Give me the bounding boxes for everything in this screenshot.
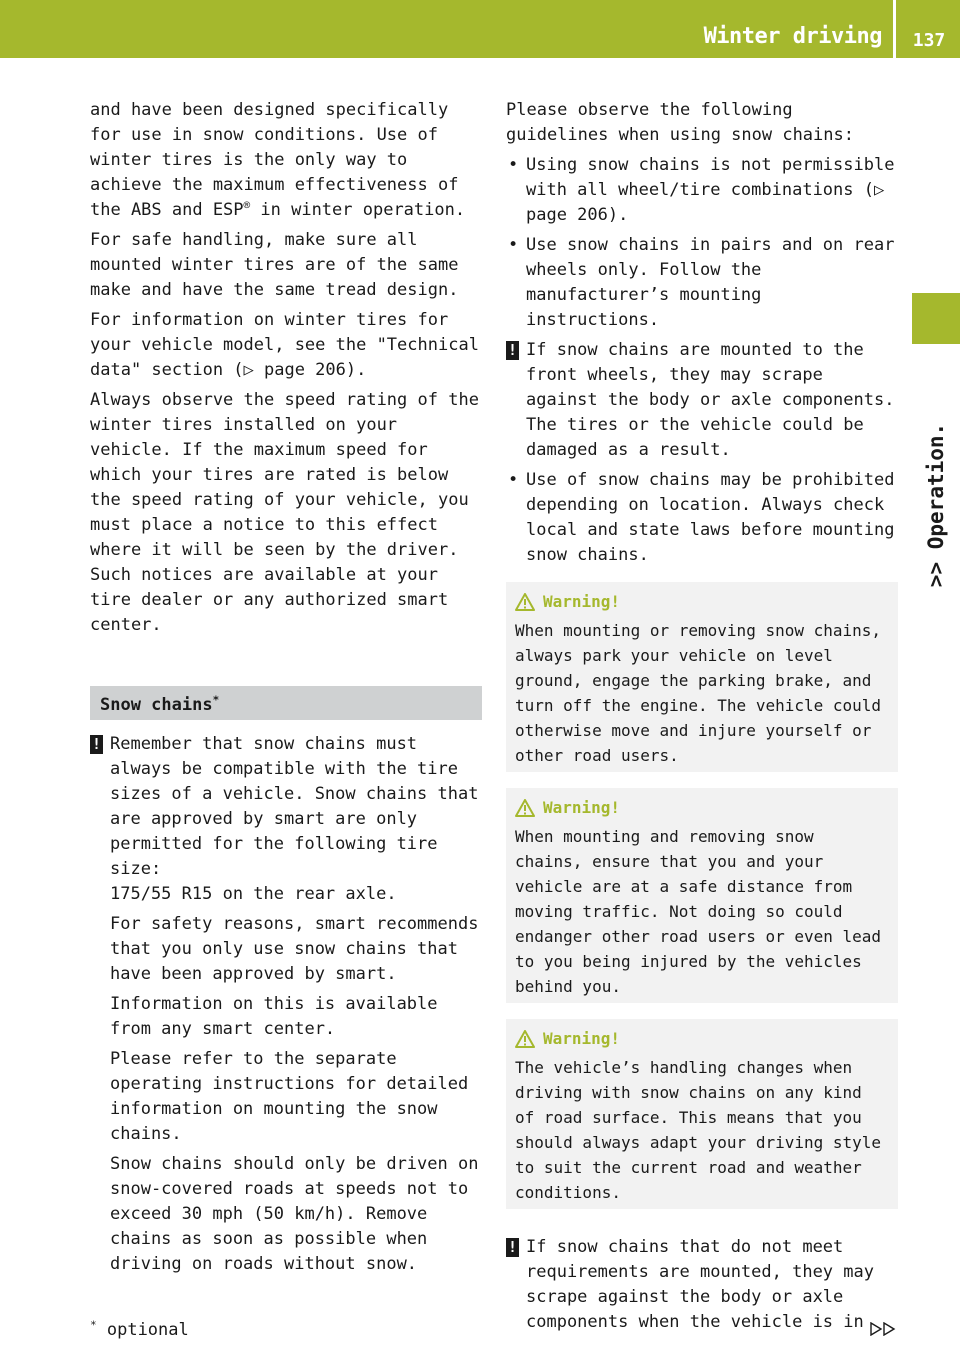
paragraph: Please refer to the separate operating instructions for detailed information on mounting the snow chains. [110,1049,469,1144]
notice-text: Remember that snow chains must always be compatible with the tire sizes of a vehicle. Snow chains that are approved by smart are only permitted for the following tire size: [110,734,479,879]
side-tab-marker [912,293,960,344]
paragraph-text: and have been designed specifically for use in snow conditions. Use of winter tires is the only way to achieve the maximum effectiveness of the ABS and ESP [90,100,459,220]
registered-mark: ® [243,198,251,212]
warning-box [506,1019,898,1209]
warning-box [506,582,898,772]
warning-text: The vehicle’s handling changes when driving with snow chains on any kind of road surface. This means that you should always adapt your driving style to suit the current road and weather conditions. [515,1058,882,1202]
footnote [90,1320,189,1340]
footnote-asterisk: * [90,1318,97,1332]
header-divider [893,0,896,58]
warning-triangle-icon [515,799,535,817]
warning-triangle-icon [515,593,535,611]
right-column [506,98,898,1340]
warning-title [515,795,889,820]
section-heading-text: Snow chains [100,695,213,715]
warning-text: When mounting or removing snow chains, always park your vehicle on level ground, engage the parking brake, and turn off the engine. The vehicle could otherwise move and injure yourself or other road users. [515,621,882,765]
list-item: • Use of snow chains may be prohibited depending on location. Always check local and state laws before mounting snow chains. [506,468,898,568]
notice-text: If snow chains are mounted to the front wheels, they may scrape against the body or axle components. The tires or the vehicle could be damaged as a result. [526,340,895,460]
section-heading [90,686,482,720]
paragraph [90,98,482,223]
notice [506,1235,898,1335]
notice-text: If snow chains that do not meet requirements are mounted, they may scrape against the body or axle components when the vehicle is in [526,1237,874,1332]
bullet-list [506,468,898,568]
notice [506,338,898,463]
list-item: • Use snow chains in pairs and on rear wheels only. Follow the manufacturer’s mounting instructions. [506,233,898,333]
left-column [90,98,482,1282]
exclamation-icon: ! [507,1238,518,1256]
section-tab-label: >> Operation. [924,422,948,588]
footnote-text: optional [96,1320,189,1340]
paragraph: For safety reasons, smart recommends that you only use snow chains that have been approved by smart. [110,914,479,984]
exclamation-icon: ! [91,735,102,753]
optional-asterisk: * [212,693,220,707]
bullet-list [506,153,898,333]
chapter-title: Winter driving [703,24,882,49]
paragraph: Information on this is available from any smart center. [110,994,438,1039]
notice-text: 175/55 R15 on the rear axle. [110,884,397,904]
paragraph: Snow chains should only be driven on snow-covered roads at speeds not to exceed 30 mph (50 km/h). Remove chains as soon as possible when driving on roads without snow. [110,1154,479,1274]
list-item: • Using snow chains is not permissible with all wheel/tire combinations (▷ page 206). [506,153,898,228]
warning-box [506,788,898,1003]
paragraph: For information on winter tires for your vehicle model, see the "Technical data" section (▷ page 206). [90,310,479,380]
warning-title-text: Warning! [543,592,621,611]
warning-triangle-icon [515,1030,535,1048]
continue-arrows-icon [870,1322,896,1336]
paragraph: For safe handling, make sure all mounted winter tires are of the same make and have the same tread design. [90,230,459,300]
paragraph-text: in winter operation. [250,200,466,220]
page-number: 137 [912,30,946,51]
warning-title [515,1026,889,1051]
warning-title [515,589,889,614]
warning-title-text: Warning! [543,1029,621,1048]
paragraph: Please observe the following guidelines when using snow chains: [506,100,854,145]
warning-text: When mounting and removing snow chains, ensure that you and your vehicle are at a safe distance from moving traffic. Not doing so could endanger other road users or even lead to you being injured by the vehicles behind you. [515,827,882,996]
exclamation-icon: ! [507,341,518,359]
warning-title-text: Warning! [543,798,621,817]
notice [90,732,482,907]
paragraph: Always observe the speed rating of the winter tires installed on your vehicle. If the maximum speed for which your tires are rated is below the speed rating of your vehicle, you must place a notice to this effect where it will be seen by the driver. Such notices are available at your tire dealer or any authorized smart center. [90,390,479,635]
